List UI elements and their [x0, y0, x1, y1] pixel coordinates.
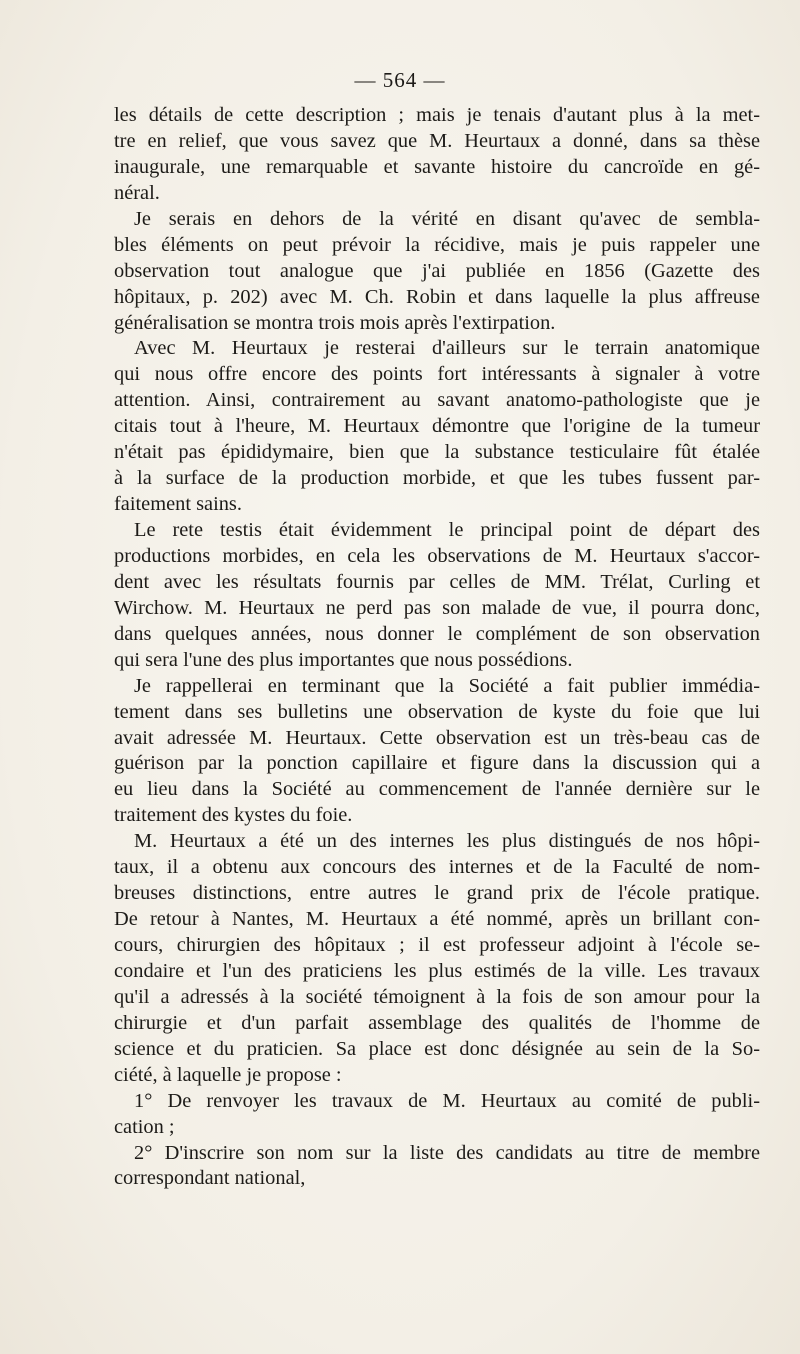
text-line: Je rappellerai en terminant que la Société a fait publier immédia- [134, 674, 760, 697]
text-line: tre en relief, que vous savez que M. Heurtaux a donné, dans sa thèse [114, 129, 760, 152]
text-line: science et du praticien. Sa place est donc désignée au sein de la So- [114, 1037, 760, 1060]
text-line: inaugurale, une remarquable et savante histoire du cancroïde en gé- [114, 155, 760, 178]
text-line: M. Heurtaux a été un des internes les plus distingués de nos hôpi- [134, 830, 760, 853]
paragraph [114, 1141, 760, 1193]
text-line: correspondant national, [114, 1167, 306, 1190]
paragraph [114, 1089, 760, 1141]
text-line: qui sera l'une des plus importantes que nous possédions. [114, 648, 573, 671]
text-line: citais tout à l'heure, M. Heurtaux démontre que l'origine de la tumeur [114, 415, 760, 438]
text-line: traitement des kystes du foie. [114, 804, 353, 827]
text-line: cation ; [114, 1115, 175, 1138]
text-line: productions morbides, en cela les observations de M. Heurtaux s'accor- [114, 544, 760, 567]
text-line: observation tout analogue que j'ai publiée en 1856 (Gazette des [114, 259, 760, 282]
text-line: 2° D'inscrire son nom sur la liste des candidats au titre de membre [134, 1141, 760, 1164]
paragraph [114, 336, 760, 518]
text-line: Wirchow. M. Heurtaux ne perd pas son malade de vue, il pourra donc, [114, 596, 760, 619]
text-line: faitement sains. [114, 493, 242, 516]
text-line: généralisation se montra trois mois après l'extirpation. [114, 311, 556, 334]
text-line: tement dans ses bulletins une observation de kyste du foie que lui [114, 700, 760, 723]
paragraph [114, 829, 760, 1088]
text-line: De retour à Nantes, M. Heurtaux a été nommé, après un brillant con- [114, 908, 760, 931]
paragraph [114, 518, 760, 674]
text-line: ciété, à laquelle je propose : [114, 1063, 342, 1086]
text-line: à la surface de la production morbide, et que les tubes fussent par- [114, 467, 760, 490]
text-line: qui nous offre encore des points fort intéressants à signaler à votre [114, 363, 760, 386]
text-line: néral. [114, 181, 160, 204]
text-line: dent avec les résultats fournis par celles de MM. Trélat, Curling et [114, 570, 760, 593]
text-line: breuses distinctions, entre autres le grand prix de l'école pratique. [114, 882, 760, 905]
text-line: eu lieu dans la Société au commencement de l'année dernière sur le [114, 778, 760, 801]
page-number: — 564 — [354, 68, 446, 92]
text-line: chirurgie et d'un parfait assemblage des qualités de l'homme de [114, 1011, 760, 1034]
text-line: taux, il a obtenu aux concours des internes et de la Faculté de nom- [114, 856, 760, 879]
text-line: n'était pas épididymaire, bien que la substance testiculaire fût étalée [114, 441, 760, 464]
text-line: attention. Ainsi, contrairement au savant anatomo-pathologiste que je [114, 389, 760, 412]
text-line: guérison par la ponction capillaire et figure dans la discussion qui a [114, 752, 760, 775]
text-line: condaire et l'un des praticiens les plus estimés de la ville. Les travaux [114, 959, 760, 982]
text-line: les détails de cette description ; mais je tenais d'autant plus à la met- [114, 104, 760, 126]
paragraph [114, 207, 760, 337]
text-line: Le rete testis était évidemment le principal point de départ des [134, 519, 760, 541]
text-line: 1° De renvoyer les travaux de M. Heurtaux au comité de publi- [134, 1089, 760, 1112]
text-line: qu'il a adressés à la société témoignent à la fois de son amour pour la [114, 985, 760, 1008]
text-line: hôpitaux, p. 202) avec M. Ch. Robin et dans laquelle la plus affreuse [114, 285, 760, 308]
text-line: bles éléments on peut prévoir la récidive, mais je puis rappeler une [114, 233, 760, 256]
text-line: avait adressée M. Heurtaux. Cette observation est un très-beau cas de [114, 726, 760, 749]
paragraph [114, 103, 760, 207]
text-line: Avec M. Heurtaux je resterai d'ailleurs sur le terrain anatomique [134, 337, 760, 360]
text-line: dans quelques années, nous donner le complément de son observation [114, 622, 760, 645]
text-line: cours, chirurgien des hôpitaux ; il est professeur adjoint à l'école se- [114, 934, 760, 956]
text-line: Je serais en dehors de la vérité en disant qu'avec de sembla- [134, 207, 760, 230]
body-text [114, 103, 760, 1192]
paragraph [114, 674, 760, 830]
